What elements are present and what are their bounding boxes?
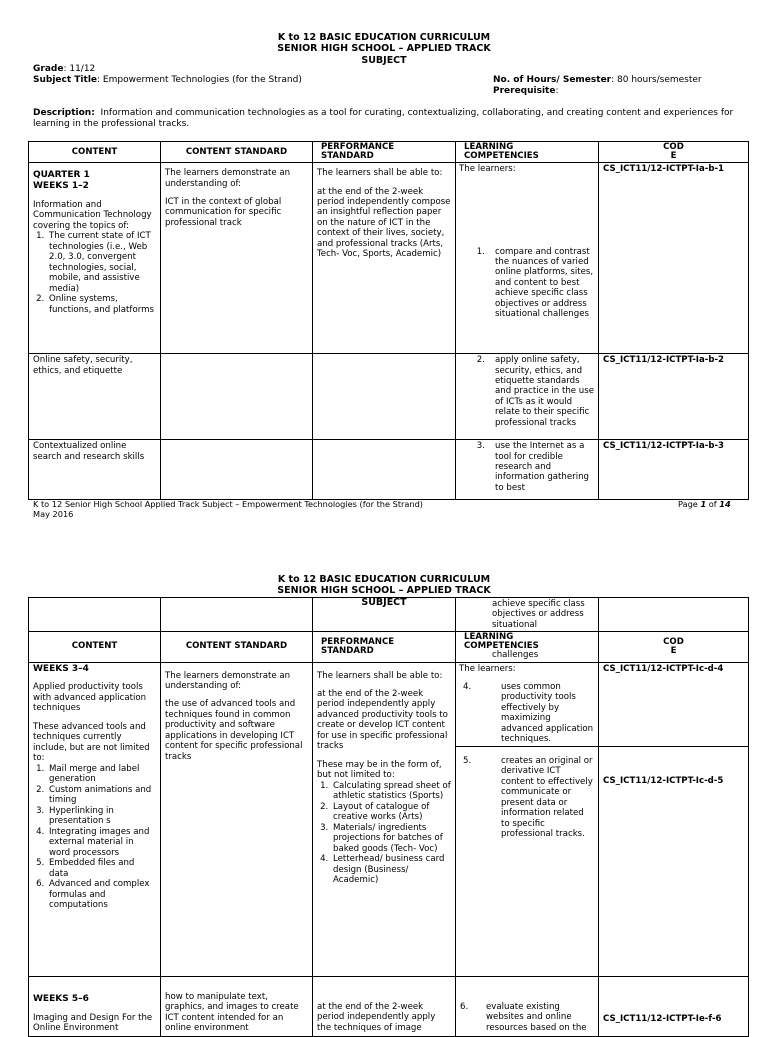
page-number: Page 1 of 14	[678, 499, 731, 509]
list-item: 2. Custom animations and timing	[47, 785, 156, 806]
list-item: 2. Online systems, functions, and platforms	[47, 294, 156, 315]
grade-value: : 11/12	[63, 64, 96, 74]
document-page-2	[0, 560, 768, 1034]
list-item: 1. The current state of ICT technologies (i.e., Web 2.0, 3.0, convergent technologies, social, mobile, and assistive media)	[47, 231, 156, 294]
content-list	[33, 764, 156, 911]
code-cell	[599, 746, 749, 976]
table-row	[29, 598, 749, 632]
competency-intro: The learners:	[459, 663, 516, 674]
code-cell	[599, 440, 749, 500]
competency-code: CS_ICT11/12-ICTPT-Ia-b-1	[603, 164, 725, 175]
learning-competency-cell	[456, 354, 599, 440]
list-item: 6. evaluate existing websites and online resources based on the	[460, 1001, 587, 1033]
competency-code: CS_ICT11/12-ICTPT-Ie-f-6	[603, 1013, 722, 1024]
prerequisite-line	[493, 86, 559, 97]
table-row	[29, 662, 749, 746]
performance-intro: The learners shall be able to:	[317, 670, 443, 681]
description	[33, 108, 745, 130]
col-performance-standard: PERFORMANCE STANDARD	[313, 142, 456, 163]
col-content-standard: CONTENT STANDARD	[161, 632, 313, 662]
performance-body: at the end of the 2-week period independently apply the techniques of image	[317, 1001, 436, 1033]
code-cell	[599, 163, 749, 354]
competency-code: CS_ICT11/12-ICTPT-Ic-d-5	[603, 775, 724, 786]
table-row	[29, 440, 749, 500]
col-performance-standard: PERFORMANCE STANDARD	[313, 632, 456, 662]
description-text: Information and communication technologies as a tool for curating, contextualizing, collaborating, and creating content and experiences for learning in the professional tracks.	[33, 108, 734, 129]
code-cell	[599, 354, 749, 440]
performance-standard-cell	[313, 976, 456, 1036]
content-standard-cell	[161, 976, 313, 1036]
performance-detail: These may be in the form of, but not limited to:	[317, 759, 442, 781]
learning-competency-cell	[456, 662, 599, 746]
list-item: 6. Advanced and complex formulas and computations	[47, 879, 156, 910]
hours-value: : 80 hours/semester	[611, 75, 702, 85]
content-standard-cell	[161, 662, 313, 976]
col-content: CONTENT	[29, 632, 161, 662]
learning-competency-cell	[456, 163, 599, 354]
performance-intro: The learners shall be able to:	[317, 168, 443, 179]
content-cell: Online safety, security, ethics, and etiquette	[29, 354, 161, 440]
hours-line	[493, 75, 702, 86]
curriculum-table-2	[28, 597, 749, 1037]
list-item: 3. Hyperlinking in presentation s	[47, 806, 156, 827]
performance-standard-cell	[313, 440, 456, 500]
curriculum-header	[0, 32, 768, 66]
competency-code: CS_ICT11/12-ICTPT-Ia-b-3	[603, 441, 725, 452]
col-learning-competencies: LEARNING COMPETENCIES	[456, 142, 599, 163]
standard-body: the use of advanced tools and techniques found in common productivity and software applications in developing ICT content for specific professional tracks	[165, 699, 303, 762]
content-intro: Information and Communication Technology covering the topics of:	[33, 199, 152, 231]
standard-intro: The learners demonstrate an understanding of:	[165, 168, 291, 189]
col-code: COD E	[599, 142, 749, 163]
subject-label: Subject Title	[33, 75, 98, 85]
curriculum-table-1	[28, 141, 749, 500]
performance-standard-cell	[313, 163, 456, 354]
hours-label: No. of Hours/ Semester	[493, 75, 612, 85]
content-cell	[29, 662, 161, 976]
list-item: 1. compare and contrast the nuances of varied online platforms, sites, and content to best achieve specific class objectives or address situational challenges	[476, 246, 594, 320]
content-standard-cell	[161, 440, 313, 500]
col-content-standard: CONTENT STANDARD	[161, 142, 313, 163]
header-line-3: SUBJECT	[361, 596, 407, 608]
content-standard-cell	[161, 163, 313, 354]
weeks-label: WEEKS 1–2	[33, 181, 89, 191]
content-intro: Applied productivity tools with advanced application techniques	[33, 682, 147, 714]
page-footer-text: K to 12 Senior High School Applied Track Subject – Empowerment Technologies (for the Strand) May 2016	[33, 499, 423, 519]
learning-competency-cell	[456, 440, 599, 500]
competency-intro: The learners:	[459, 164, 516, 175]
prerequisite-value: :	[555, 86, 559, 96]
content-detail: These advanced tools and techniques currently include, but are not limited to:	[33, 721, 150, 764]
description-label: Description:	[33, 108, 95, 118]
list-item: 5. creates an original or derivative ICT content to effectively communicate or present data or information related to specific professional tracks.	[463, 755, 593, 840]
list-item: 1. Mail merge and label generation	[47, 764, 156, 785]
grade-label: Grade	[33, 64, 64, 74]
content-cell	[29, 976, 161, 1036]
table-row	[29, 354, 749, 440]
header-line-1: K to 12 BASIC EDUCATION CURRICULUM	[277, 574, 491, 585]
header-line-2: SENIOR HIGH SCHOOL – APPLIED TRACK	[277, 585, 491, 597]
performance-standard-cell	[313, 662, 456, 976]
subject-value: : Empowerment Technologies (for the Strand)	[97, 75, 302, 85]
learning-competency-cell	[456, 976, 599, 1036]
list-item: 3. Materials/ ingredients projections for batches of baked goods (Tech- Voc)	[331, 823, 451, 854]
col-content: CONTENT	[29, 142, 161, 163]
performance-standard-cell	[313, 354, 456, 440]
competency-code: CS_ICT11/12-ICTPT-Ic-d-4	[603, 663, 724, 674]
table-header-row	[29, 142, 749, 163]
code-cell	[599, 662, 749, 746]
code-cell	[599, 976, 749, 1036]
content-cell: Contextualized online search and research skills	[29, 440, 161, 500]
standard-intro: The learners demonstrate an understanding of:	[165, 670, 291, 691]
list-item: 2. apply online safety, security, ethics, and etiquette standards and practice in the use of ICTs as it would relate to their specific professional tracks	[476, 355, 594, 428]
standard-body: how to manipulate text, graphics, and images to create ICT content intended for an online environment	[165, 991, 299, 1034]
content-list	[33, 231, 156, 315]
learning-competency-carryover: achieve specific class objectives or address situational	[456, 598, 599, 632]
list-item: 4. Integrating images and external material in word processors	[47, 827, 156, 858]
performance-body: at the end of the 2-week period independently compose an insightful reflection paper on the nature of ICT in the context of their lives, society, and professional tracks (Arts, Tech- Voc, Sports, Academic)	[317, 186, 451, 260]
performance-list	[317, 781, 451, 886]
table-row	[29, 163, 749, 354]
content-intro: Imaging and Design For the Online Environment	[33, 1012, 153, 1034]
list-item: 1. Calculating spread sheet of athletic statistics (Sports)	[331, 781, 451, 802]
table-row	[29, 976, 749, 1036]
list-item: 3. use the Internet as a tool for credible research and information gathering to best	[476, 441, 589, 493]
col-code: COD E	[599, 632, 749, 662]
prerequisite-label: Prerequisite	[493, 86, 556, 96]
header-line-2: SENIOR HIGH SCHOOL – APPLIED TRACK	[277, 43, 491, 55]
performance-body: at the end of the 2-week period independently apply advanced productivity tools to create or develop ICT content for use in specific professional tracks	[317, 688, 448, 752]
grade-line	[33, 64, 95, 75]
learning-competency-cell	[456, 746, 599, 976]
weeks-label: WEEKS 5–6	[33, 993, 89, 1004]
header-line-1: K to 12 BASIC EDUCATION CURRICULUM	[277, 32, 491, 43]
list-item: 4. Letterhead/ business card design (Business/ Academic)	[331, 854, 451, 885]
table-header-row	[29, 632, 749, 662]
quarter-label: QUARTER 1	[33, 170, 90, 181]
list-item: 5. Embedded files and data	[47, 858, 156, 879]
content-cell	[29, 163, 161, 354]
list-item: 2. Layout of catalogue of creative works (Arts)	[331, 802, 451, 823]
list-item: 4. uses common productivity tools effectively by maximizing advanced application techniques.	[463, 681, 594, 745]
competency-code: CS_ICT11/12-ICTPT-Ia-b-2	[603, 355, 725, 366]
content-standard-cell	[161, 354, 313, 440]
col-learning-competencies: LEARNING COMPETENCIES challenges	[456, 632, 599, 662]
standard-body: ICT in the context of global communication for specific professional track	[165, 197, 282, 228]
subject-line	[33, 75, 302, 86]
header-line-3: SUBJECT	[361, 54, 407, 66]
weeks-label: WEEKS 3–4	[33, 663, 89, 674]
